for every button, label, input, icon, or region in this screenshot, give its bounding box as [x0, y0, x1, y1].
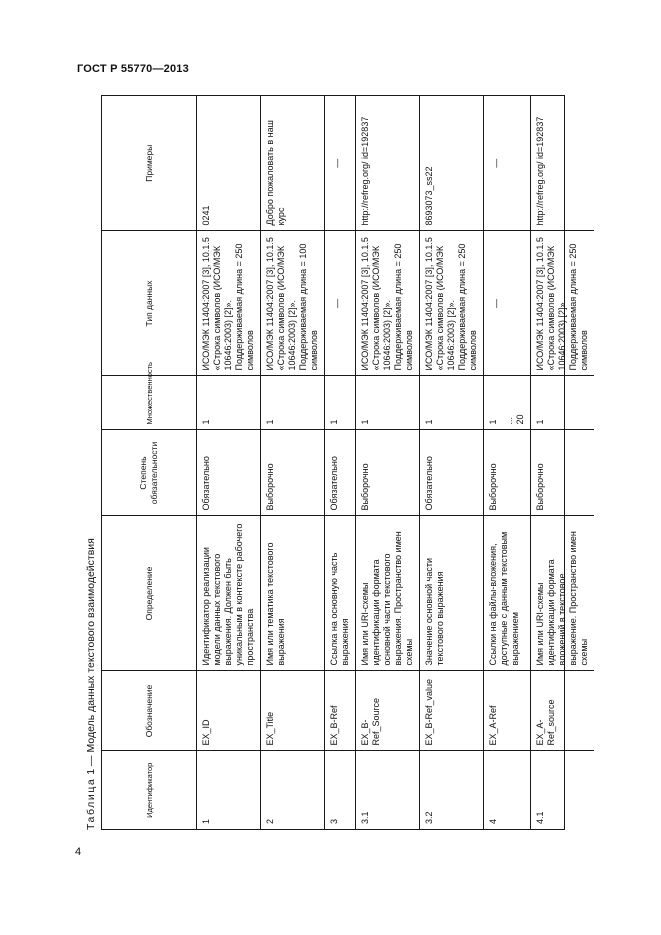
- cell-id: 2: [261, 751, 325, 829]
- cell-example: http://refreg.org/ id=192837: [356, 96, 420, 231]
- cell-definition: Имя или URI-схемы идентификации формата основной части текстового выражения. Пространство имен схемы: [356, 516, 420, 671]
- cell-multiplicity-max: 20: [515, 414, 525, 425]
- table-row: [356, 96, 420, 829]
- cell-obligation: Выборочно: [261, 430, 325, 516]
- cell-multiplicity-min: 1: [488, 419, 498, 425]
- cell-multiplicity: 1: [420, 376, 484, 430]
- cell-definition: Имя или URI-схемы идентификации формата вложений в текстовое выражение. Пространство имен схемы: [531, 516, 595, 671]
- cell-example-dash: —: [491, 158, 501, 168]
- cell-multiplicity-dots: ...: [504, 416, 514, 425]
- cell-obligation: Обязательно: [325, 430, 356, 516]
- cell-designation: EX_B-Ref_Source: [356, 671, 420, 751]
- cell-designation: EX_A-Ref_source: [531, 671, 595, 751]
- table-row: [420, 96, 484, 829]
- cell-id: 3.2: [420, 751, 484, 829]
- cell-data-type-dash: —: [332, 299, 342, 308]
- cell-multiplicity: 1: [325, 376, 356, 430]
- table-row: [531, 96, 595, 829]
- cell-example-dash: —: [332, 158, 342, 168]
- table-caption-box: [84, 95, 98, 830]
- cell-designation: EX_Title: [261, 671, 325, 751]
- cell-designation: EX_B-Ref: [325, 671, 356, 751]
- cell-id: 4: [484, 751, 531, 829]
- table-row: [484, 96, 531, 829]
- cell-multiplicity: 1: [261, 376, 325, 430]
- table-row: [325, 96, 356, 829]
- cell-multiplicity: 1: [531, 376, 595, 430]
- page-number: 4: [75, 846, 82, 858]
- cell-obligation: Обязательно: [420, 430, 484, 516]
- cell-data-type: [484, 231, 531, 376]
- cell-id: 3.1: [356, 751, 420, 829]
- cell-obligation: Выборочно: [484, 430, 531, 516]
- cell-id: 4.1: [531, 751, 595, 829]
- data-model-table: [102, 96, 594, 829]
- table-row: [197, 96, 261, 829]
- table-caption-title: 1 — Модель данных текстового взаимодействия: [85, 538, 97, 775]
- cell-data-type: ИСО/МЭК 11404:2007 [3], 10.1.5 «Строка символов (ИСО/МЭК 10646:2003) [2]». Поддерживаемая длина = 250 символов: [356, 231, 420, 376]
- cell-multiplicity: 1: [197, 376, 261, 430]
- cell-definition: Значение основной части текстового выражения: [420, 516, 484, 671]
- cell-definition: Ссылка на основную часть выражения: [325, 516, 356, 671]
- cell-data-type: ИСО/МЭК 11404:2007 [3], 10.1.5 «Строка символов (ИСО/МЭК 10646:2003) [2]». Поддерживаемая длина = 250 символов: [420, 231, 484, 376]
- cell-id: 3: [325, 751, 356, 829]
- cell-definition: Ссылки на файлы-вложения, доступные с данным текстовым выражением: [484, 516, 531, 671]
- table-caption-lead: Таблица: [85, 777, 97, 830]
- standard-header: ГОСТ Р 55770—2013: [77, 63, 189, 75]
- cell-designation: EX_ID: [197, 671, 261, 751]
- cell-example: 8693073_ss22: [420, 96, 484, 231]
- col-header-multiplicity: Множественность: [102, 376, 197, 430]
- cell-example: [484, 96, 531, 231]
- col-header-examples: Примеры: [102, 96, 197, 231]
- cell-id: 1: [197, 751, 261, 829]
- cell-data-type: ИСО/МЭК 11404:2007 [3], 10.1.5 «Строка символов (ИСО/МЭК 10646:2003) [2]». Поддерживаемая длина = 250 символов: [197, 231, 261, 376]
- cell-example: Добро пожаловать в наш курс: [261, 96, 325, 231]
- cell-multiplicity: [484, 376, 531, 430]
- cell-data-type-dash: —: [491, 299, 501, 308]
- cell-definition: Идентификатор реализации модели данных текстового выражения. Должен быть уникальным в контексте рабочего пространства: [197, 516, 261, 671]
- cell-multiplicity: 1: [356, 376, 420, 430]
- cell-example: http://refreg.org/ id=192837: [531, 96, 595, 231]
- col-header-id: Идентификатор: [102, 751, 197, 829]
- cell-designation: EX_A-Ref: [484, 671, 531, 751]
- table-row: [261, 96, 325, 829]
- cell-data-type: ИСО/МЭК 11404:2007 [3], 10.1.5 «Строка символов (ИСО/МЭК 10646:2003) [2]». Поддерживаемая длина = 250 символов: [531, 231, 595, 376]
- cell-data-type: ИСО/МЭК 11404:2007 [3], 10.1.5 «Строка символов (ИСО/МЭК 10646:2003) [2]». Поддерживаемая длина = 100 символов: [261, 231, 325, 376]
- col-header-designation: Обозначение: [102, 671, 197, 751]
- col-header-definition: Определение: [102, 516, 197, 671]
- cell-data-type: [325, 231, 356, 376]
- cell-designation: EX_B-Ref_value: [420, 671, 484, 751]
- cell-example: 0241: [197, 96, 261, 231]
- cell-obligation: Выборочно: [531, 430, 595, 516]
- cell-definition: Имя или тематика текстового выражения: [261, 516, 325, 671]
- data-model-table-frame: [101, 95, 589, 830]
- table-caption: [84, 95, 98, 830]
- col-header-obligation: Степень обязательности: [102, 430, 197, 516]
- col-header-data-type: Тип данных: [102, 231, 197, 376]
- cell-multiplicity-range: [504, 382, 526, 425]
- cell-example: [325, 96, 356, 231]
- cell-obligation: Выборочно: [356, 430, 420, 516]
- cell-obligation: Обязательно: [197, 430, 261, 516]
- table-header-row: [102, 96, 197, 829]
